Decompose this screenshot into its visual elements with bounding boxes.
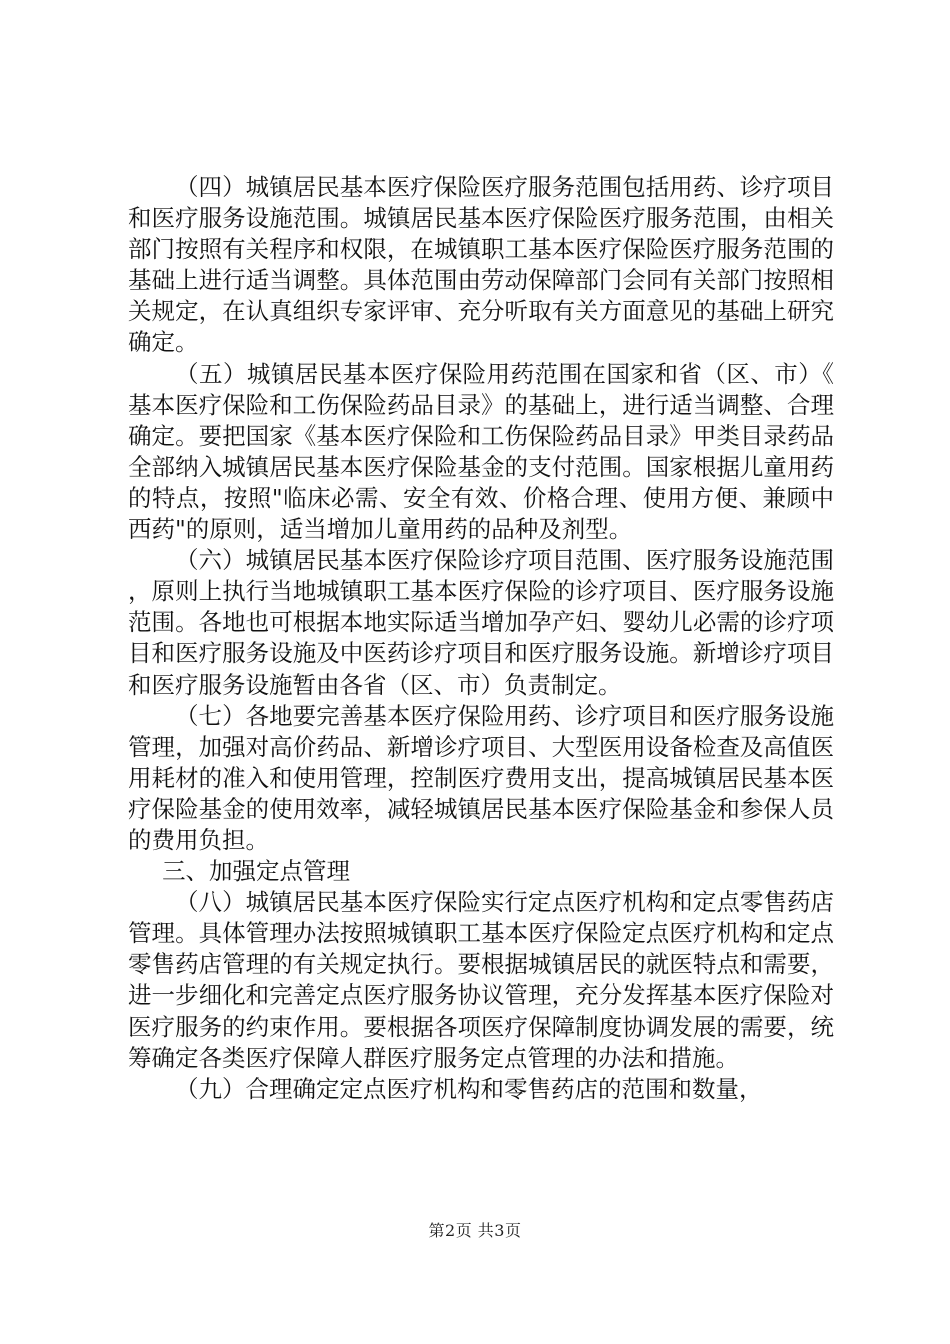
paragraph-section-4: （四）城镇居民基本医疗保险医疗服务范围包括用药、诊疗项目和医疗服务设施范围。城镇居民基本医疗保险医疗服务范围，由相关部门按照有关程序和权限，在城镇职工基本医疗保险医疗服务范围的基础上进行适当调整。具体范围由劳动保障部门会同有关部门按照相关规定，在认真组织专家评审、充分听取有关方面意见的基础上研究确定。: [128, 173, 834, 357]
paragraph-section-9: （九）合理确定定点医疗机构和零售药店的范围和数量，: [175, 1074, 763, 1103]
paragraph-section-8: （八）城镇居民基本医疗保险实行定点医疗机构和定点零售药店管理。具体管理办法按照城镇职工基本医疗保险定点医疗机构和定点零售药店管理的有关规定执行。要根据城镇居民的就医特点和需要，进一步细化和完善定点医疗服务协议管理，充分发挥基本医疗保险对医疗服务的约束作用。要根据各项医疗保障制度协调发展的需要，统筹确定各类医疗保障人群医疗服务定点管理的办法和措施。: [128, 888, 834, 1072]
page-number-footer: 第2页 共3页: [428, 1221, 522, 1240]
paragraph-section-6: （六）城镇居民基本医疗保险诊疗项目范围、医疗服务设施范围，原则上执行当地城镇职工基本医疗保险的诊疗项目、医疗服务设施范围。各地也可根据本地实际适当增加孕产妇、婴幼儿必需的诊疗项目和医疗服务设施及中医药诊疗项目和医疗服务设施。新增诊疗项目和医疗服务设施暂由各省（区、市）负责制定。: [128, 546, 834, 699]
paragraph-section-5: （五）城镇居民基本医疗保险用药范围在国家和省（区、市）《基本医疗保险和工伤保险药品目录》的基础上，进行适当调整、合理确定。要把国家《基本医疗保险和工伤保险药品目录》甲类目录药品全部纳入城镇居民基本医疗保险基金的支付范围。国家根据儿童用药的特点，按照"临床必需、安全有效、价格合理、使用方便、兼顾中西药"的原则，适当增加儿童用药的品种及剂型。: [128, 359, 834, 544]
paragraph-section-7: （七）各地要完善基本医疗保险用药、诊疗项目和医疗服务设施管理，加强对高价药品、新增诊疗项目、大型医用设备检查及高值医用耗材的准入和使用管理，控制医疗费用支出，提高城镇居民基本医疗保险基金的使用效率，减轻城镇居民基本医疗保险基金和参保人员的费用负担。: [128, 701, 834, 854]
document-body: [128, 172, 834, 1105]
section-heading-3: 三、加强定点管理: [162, 857, 351, 886]
